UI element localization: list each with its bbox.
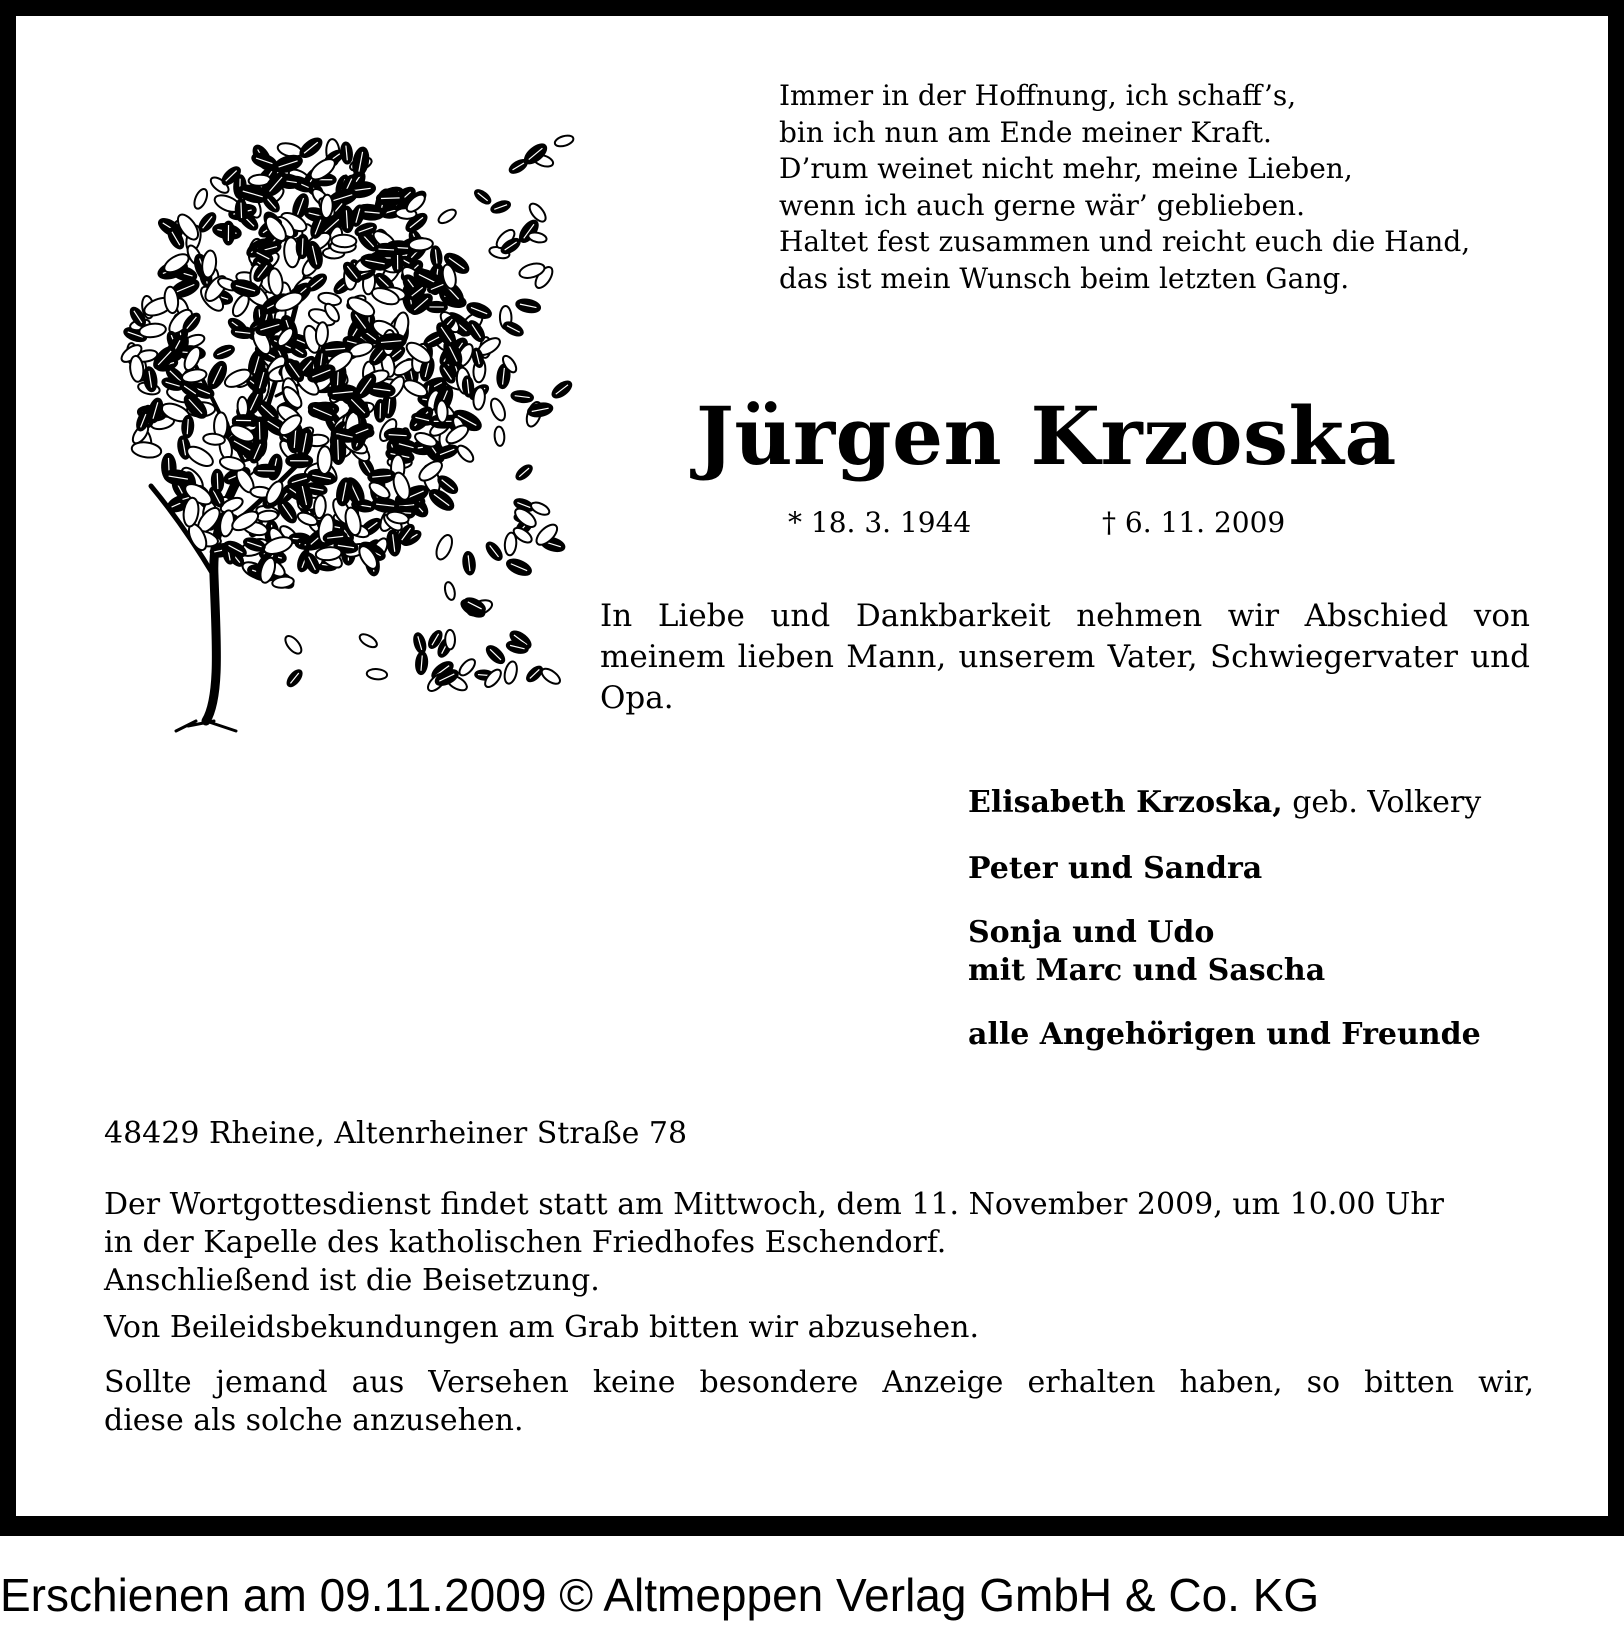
verse-line: bin ich nun am Ende meiner Kraft.	[779, 115, 1272, 149]
verse-line: wenn ich auch gerne wär’ geblieben.	[779, 188, 1305, 222]
intro-text: In Liebe und Dankbarkeit nehmen wir Abschied von meinem lieben Mann, unserem Vater, Schwiegervater und Opa.	[600, 598, 1530, 716]
mourner-child2-line1: Sonja und Udo	[968, 915, 1215, 950]
verse-line: Immer in der Hoffnung, ich schaff’s,	[779, 79, 1297, 112]
deceased-name: Jürgen Krzoska	[696, 389, 1397, 483]
verse-line: D’rum weinet nicht mehr, meine Lieben,	[779, 152, 1353, 185]
mourner-others: alle Angehörigen und Freunde	[968, 1017, 1481, 1052]
mourners-list	[968, 784, 1481, 1054]
verse-line: das ist mein Wunsch beim letzten Gang.	[779, 261, 1350, 295]
publication-footer: Erschienen am 09.11.2009 © Altmeppen Verlag GmbH & Co. KG	[0, 1569, 1320, 1621]
notice-body	[16, 16, 1608, 1516]
service-line: Der Wortgottesdienst findet statt am Mittwoch, dem 11. November 2009, um 10.00 Uhr	[104, 1187, 1444, 1222]
tree-illustration	[106, 76, 606, 736]
mourner-child1: Peter und Sandra	[968, 851, 1263, 886]
notice-line: diese als solche anzusehen.	[104, 1403, 524, 1438]
mourner-child2-line2: mit Marc und Sascha	[968, 953, 1326, 988]
verse-line: Haltet fest zusammen und reicht euch die Hand,	[779, 225, 1471, 258]
death-date: † 6. 11. 2009	[1102, 506, 1286, 539]
birth-date: * 18. 3. 1944	[788, 506, 972, 539]
verse	[779, 78, 1470, 297]
condolence-note: Von Beileidsbekundungen am Grab bitten wir abzusehen.	[104, 1310, 979, 1345]
mourner-spouse	[968, 784, 1481, 822]
mourner-spouse-maiden: geb. Volkery	[1282, 785, 1482, 820]
notice-note	[104, 1364, 1534, 1440]
mourner-spouse-name: Elisabeth Krzoska,	[968, 785, 1283, 820]
service-line: in der Kapelle des katholischen Friedhofes Eschendorf.	[104, 1225, 947, 1260]
service-info	[104, 1186, 1534, 1300]
address: 48429 Rheine, Altenrheiner Straße 78	[104, 1116, 688, 1151]
service-line: Anschließend ist die Beisetzung.	[104, 1263, 600, 1298]
notice-line: Sollte jemand aus Versehen keine besondere Anzeige erhalten haben, so bitten wir,	[104, 1365, 1534, 1400]
